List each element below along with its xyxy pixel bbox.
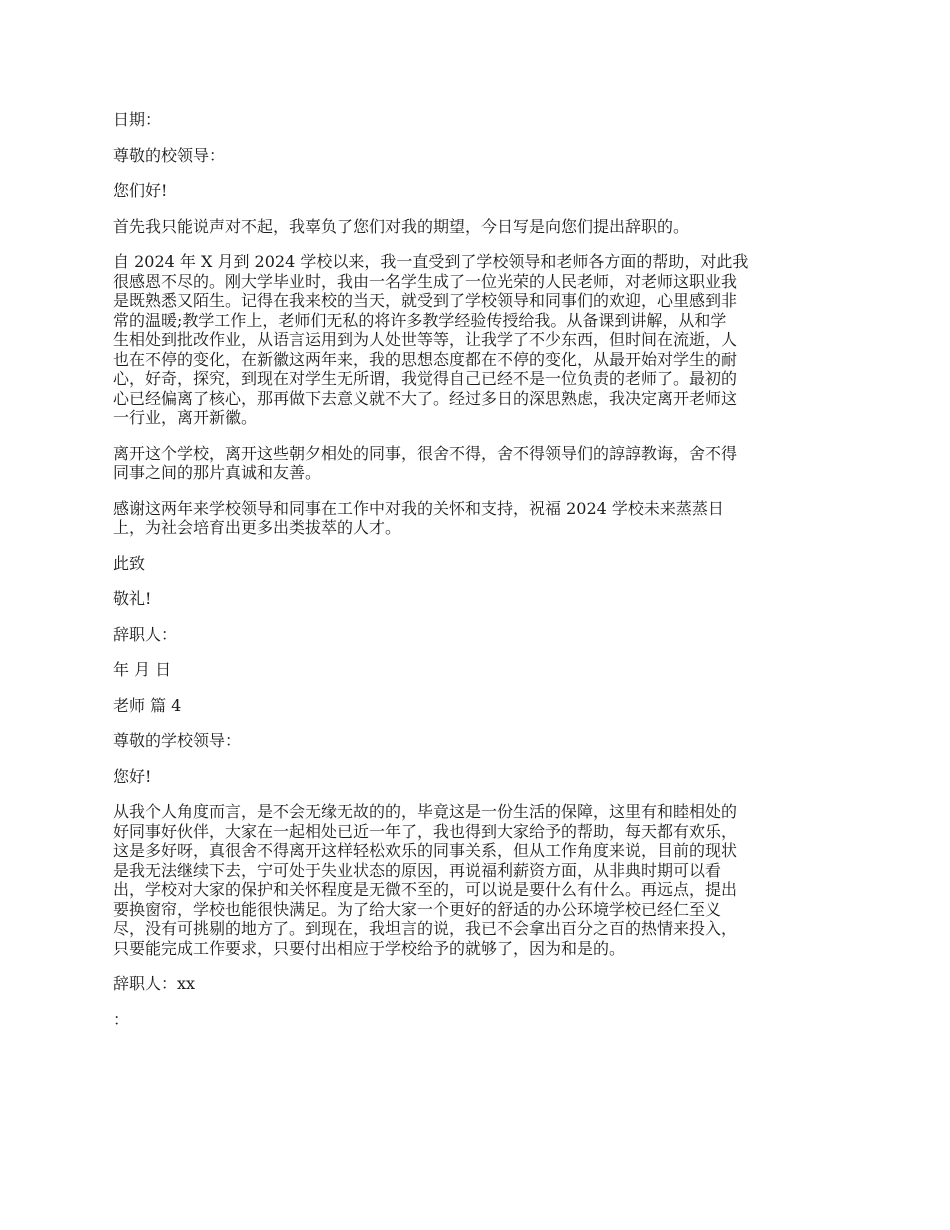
date-line: 日期：	[113, 110, 162, 129]
salutation: 尊敬的校领导：	[113, 145, 226, 165]
body-paragraph: 离开这个学校，离开这些朝夕相处的同事，很舍不得，舍不得领导们的諄諄教诲，舍不得 同事之间的那片真诚和友善。	[113, 443, 738, 482]
signature-line: 辞职人：	[113, 624, 178, 644]
closing-line: 此致	[113, 553, 146, 573]
section-heading: 老师 篇 4	[113, 695, 182, 715]
body-paragraph: 感谢这两年来学校领导和同事在工作中对我的关怀和支持，祝福 2024 学校未来蒸蒸日 上，为社会培育出更多出类拔萃的人才。	[113, 498, 724, 537]
salutation: 尊敬的学校领导：	[113, 731, 242, 750]
signature-line: 辞职人：xx	[113, 974, 196, 993]
body-paragraph: 首先我只能说声对不起，我辜负了您们对我的期望，今日写是向您们提出辞职的。	[113, 216, 690, 236]
closing-salute: 敬礼!	[113, 589, 152, 608]
body-paragraph: 从我个人角度而言，是不会无缘无故的的，毕竟这是一份生活的保障，这里有和睦相处的 好同事好伙伴，大家在一起相处已近一年了，我也得到大家给予的帮助，每天都有欢乐， 这是多好呀，真很舍不得离开这样轻松欢乐的同事关系，但从工作角度来说，目前的现状 是我无法继续下去，宁可处于失业状态的原因，再说福利薪资方面，从非典时期可以看 出，学校对大家的保护和关怀程度是无微不至的，可以说是要什么有什么。再远点，提出 要换窗帘，学校也能很快满足。为了给大家一个更好的舒适的办公环境学校已经仁至义 尽，没有可挑剔的地方了。到现在，我坦言的说，我已不会拿出百分之百的热情来投入， 只要能完成工作要求，只要付出相应于学校给予的就够了，因为和是的。	[113, 802, 738, 958]
document-page	[113, 110, 843, 1045]
greeting: 您好!	[113, 766, 152, 786]
body-paragraph: 自 2024 年 X 月到 2024 学校以来，我一直受到了学校领导和老师各方面的帮助，对此我 很感恩不尽的。刚大学毕业时，我由一名学生成了一位光荣的人民老师，对老师这职业我 是既熟悉又陌生。记得在我来校的当天，就受到了学校领导和同事们的欢迎，心里感到非 常的温暖;教学工作上，老师们无私的将许多教学经验传授给我。从备课到讲解，从和学 生相处到批改作业，从语言运用到为人处世等等，让我学了不少东西，但时间在流逝，人 也在不停的变化，在新徽这两年来，我的思想态度都在不停的变化，从最开始对学生的耐 心，好奇，探究，到现在对学生无所谓，我觉得自己已经不是一位负责的老师了。最初的 心已经偏离了核心，那再做下去意义就不大了。经过多日的深思熟虑，我决定离开老师这 一行业，离开新徽。	[113, 252, 749, 427]
greeting: 您们好!	[113, 181, 168, 200]
date-signature-line: 年 月 日	[113, 660, 172, 679]
trailing-colon: ：	[113, 1009, 130, 1029]
